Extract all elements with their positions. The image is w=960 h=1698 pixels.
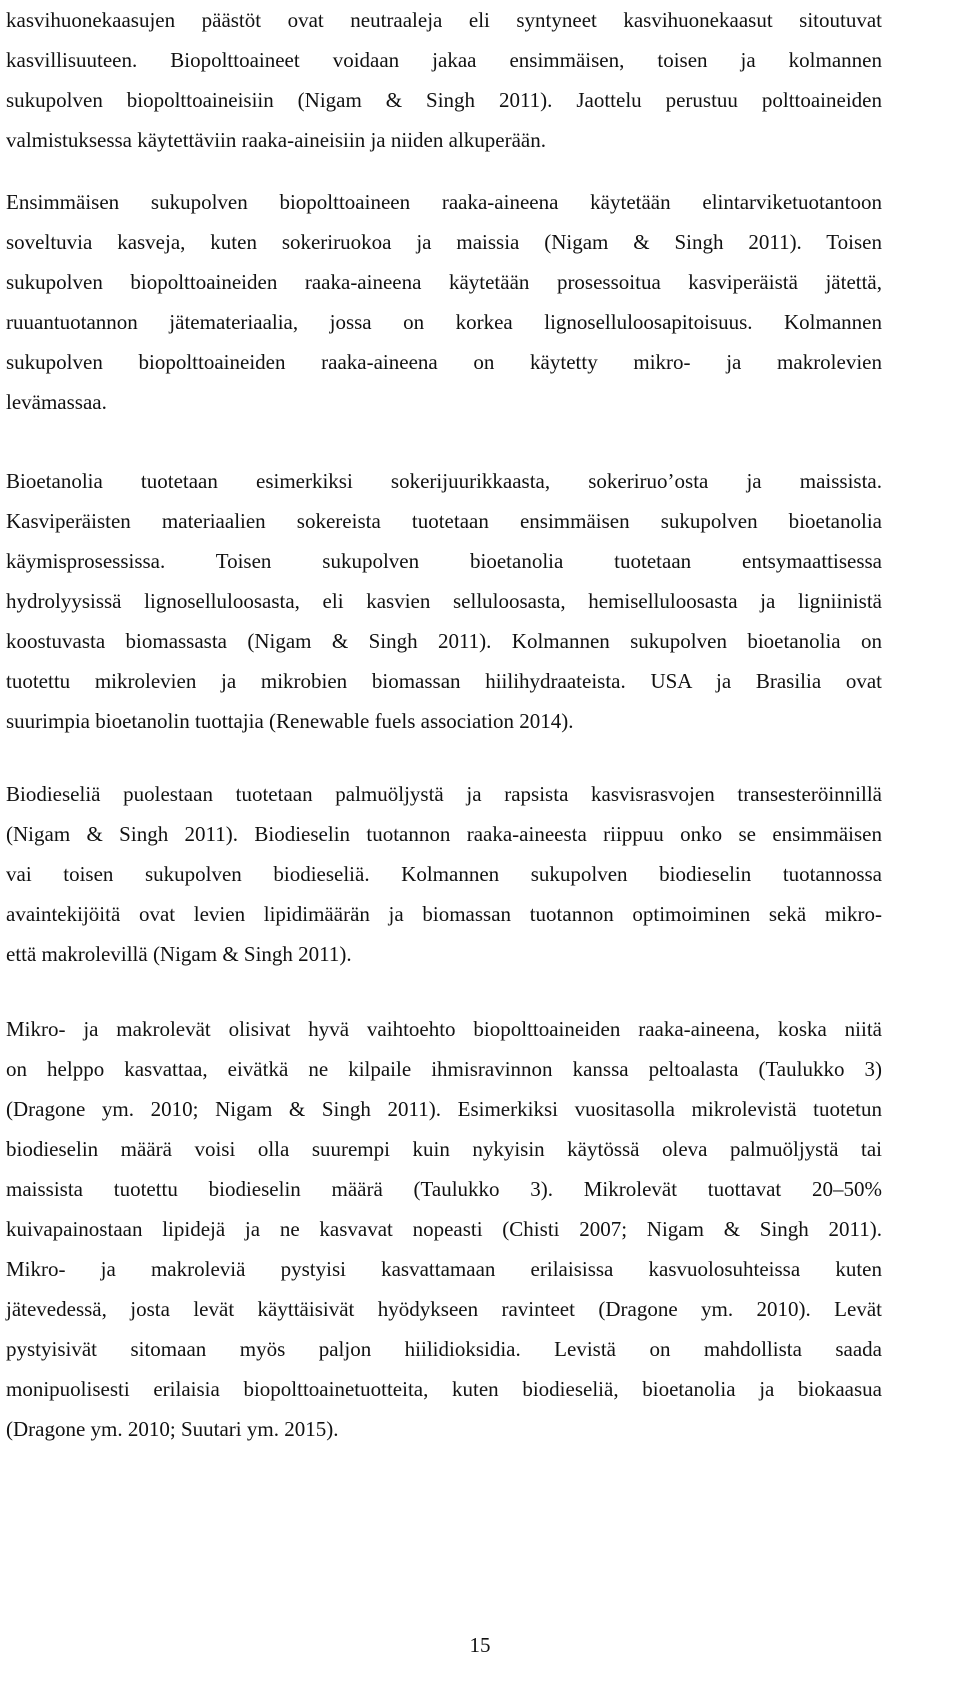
text-line: koostuvasta biomassasta (Nigam & Singh 2011). Kolmannen sukupolven bioetanolia on — [6, 629, 882, 653]
text-line: Ensimmäisen sukupolven biopolttoaineen raaka-aineena käytetään elintarviketuotantoon — [6, 190, 882, 214]
text-line: Mikro- ja makroleviä pystyisi kasvattamaan erilaisissa kasvuolosuhteissa kuten — [6, 1257, 882, 1281]
text-line: biodieselin määrä voisi olla suurempi kuin nykyisin käytössä oleva palmuöljystä tai — [6, 1137, 882, 1161]
paragraph-generations — [6, 182, 882, 422]
page-number: 15 — [469, 1633, 491, 1657]
text-line: kuivapainostaan lipidejä ja ne kasvavat nopeasti (Chisti 2007; Nigam & Singh 2011). — [6, 1217, 882, 1241]
text-line: maissista tuotettu biodieselin määrä (Taulukko 3). Mikrolevät tuottavat 20‒50% — [6, 1177, 882, 1201]
paragraph-biodiesel — [6, 774, 882, 974]
text-line: Biodieseliä puolestaan tuotetaan palmuöljystä ja rapsista kasvisrasvojen transesteröinnillä — [6, 782, 882, 806]
text-line: kasvillisuuteen. Biopolttoaineet voidaan jakaa ensimmäisen, toisen ja kolmannen — [6, 48, 882, 72]
text-line: levämassaa. — [6, 390, 107, 414]
text-line: (Nigam & Singh 2011). Biodieselin tuotannon raaka-aineesta riippuu onko se ensimmäisen — [6, 822, 882, 846]
text-line: jätevedessä, josta levät käyttäisivät hyödykseen ravinteet (Dragone ym. 2010). Levät — [6, 1297, 882, 1321]
text-line: Kasviperäisten materiaalien sokereista tuotetaan ensimmäisen sukupolven bioetanolia — [6, 509, 882, 533]
paragraph-bioethanol — [6, 461, 882, 741]
text-line: hydrolyysissä lignoselluloosasta, eli kasvien selluloosasta, hemiselluloosasta ja ligniinistä — [6, 589, 882, 613]
paragraph-algae — [6, 1009, 882, 1449]
text-line: sukupolven biopolttoaineisiin (Nigam & Singh 2011). Jaottelu perustuu polttoaineiden — [6, 88, 882, 112]
text-line: pystyisivät sitomaan myös paljon hiilidioksidia. Levistä on mahdollista saada — [6, 1337, 882, 1361]
text-line: monipuolisesti erilaisia biopolttoainetuotteita, kuten biodieseliä, bioetanolia ja biokaasua — [6, 1377, 882, 1401]
text-line: (Dragone ym. 2010; Nigam & Singh 2011). Esimerkiksi vuositasolla mikrolevistä tuotetun — [6, 1097, 882, 1121]
text-line: suurimpia bioetanolin tuottajia (Renewable fuels association 2014). — [6, 709, 574, 733]
text-line: tuotettu mikrolevien ja mikrobien biomassan hiilihydraateista. USA ja Brasilia ovat — [6, 669, 882, 693]
text-line: ruuantuotannon jätemateriaalia, jossa on korkea lignoselluloosapitoisuus. Kolmannen — [6, 310, 882, 334]
text-line: sukupolven biopolttoaineiden raaka-aineena on käytetty mikro- ja makrolevien — [6, 350, 882, 374]
text-line: avaintekijöitä ovat levien lipidimäärän ja biomassan tuotannon optimoiminen sekä mikro- — [6, 902, 882, 926]
text-line: Bioetanolia tuotetaan esimerkiksi sokerijuurikkaasta, sokeriruo’osta ja maissista. — [6, 469, 882, 493]
text-line: käymisprosessissa. Toisen sukupolven bioetanolia tuotetaan entsymaattisessa — [6, 549, 882, 573]
text-line: kasvihuonekaasujen päästöt ovat neutraaleja eli syntyneet kasvihuonekaasut sitoutuvat — [6, 8, 882, 32]
text-line: vai toisen sukupolven biodieseliä. Kolmannen sukupolven biodieselin tuotannossa — [6, 862, 882, 886]
text-line: (Dragone ym. 2010; Suutari ym. 2015). — [6, 1417, 339, 1441]
text-line: soveltuvia kasveja, kuten sokeriruokoa ja maissia (Nigam & Singh 2011). Toisen — [6, 230, 882, 254]
text-line: Mikro- ja makrolevät olisivat hyvä vaihtoehto biopolttoaineiden raaka-aineena, koska niitä — [6, 1017, 882, 1041]
paragraph-intro — [6, 0, 882, 160]
text-line: on helppo kasvattaa, eivätkä ne kilpaile ihmisravinnon kanssa peltoalasta (Taulukko 3) — [6, 1057, 882, 1081]
text-line: valmistuksessa käytettäviin raaka-aineisiin ja niiden alkuperään. — [6, 128, 546, 152]
text-line: että makrolevillä (Nigam & Singh 2011). — [6, 942, 352, 966]
text-line: sukupolven biopolttoaineiden raaka-aineena käytetään prosessoitua kasviperäistä jätettä, — [6, 270, 882, 294]
